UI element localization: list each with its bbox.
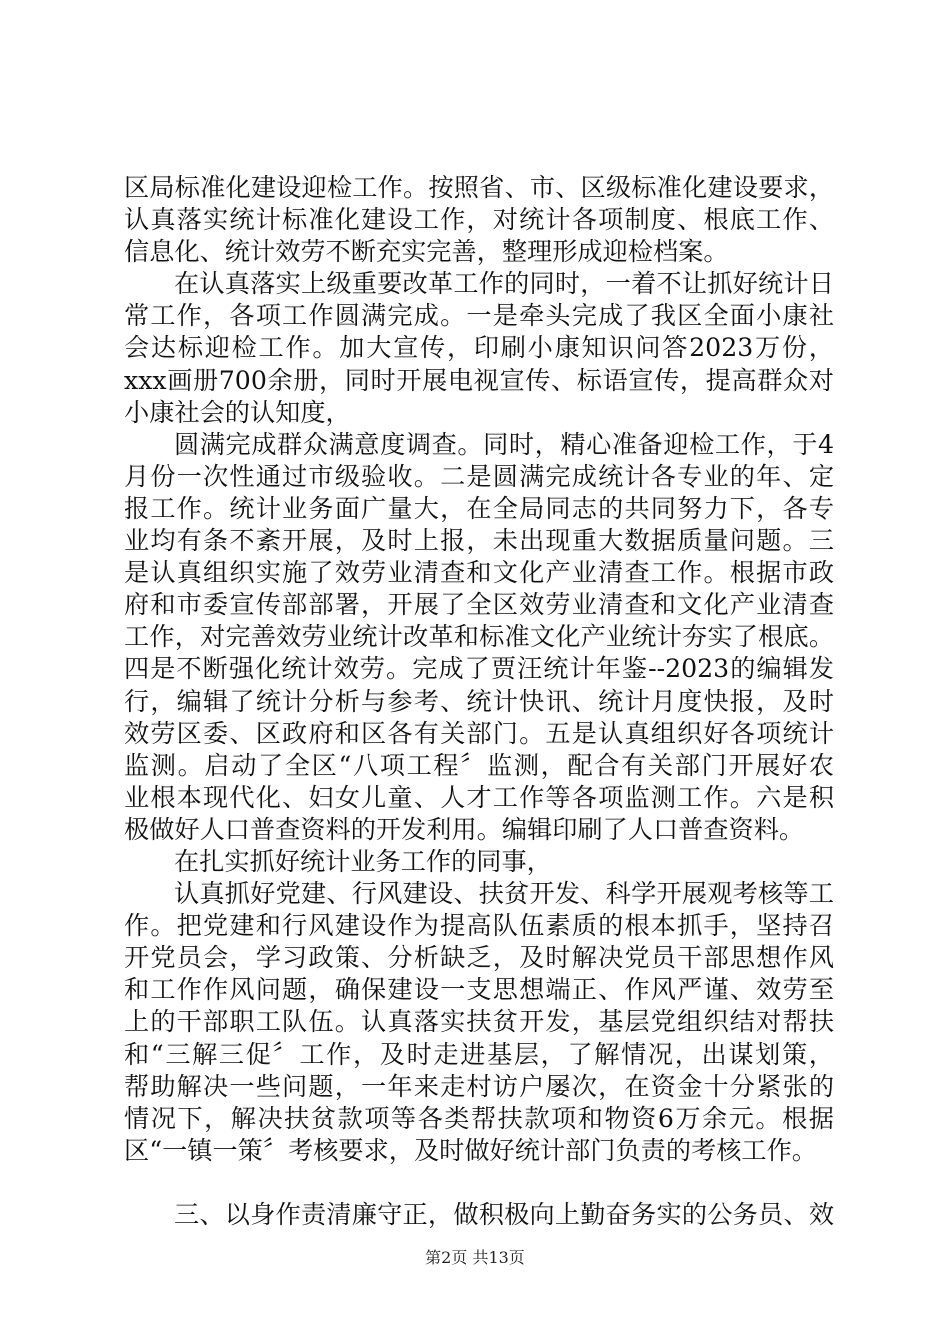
text-line: 认真落实统计标准化建设工作，对统计各项制度、根底工作、 (124, 205, 834, 235)
text-line: 业根本现代化、妇女儿童、人才工作等各项监测工作。六是积 (124, 782, 834, 812)
page-number-footer: 第2页 共13页 (425, 1248, 525, 1267)
text-line: 月份一次性通过市级验收。二是圆满完成统计各专业的年、定 (124, 461, 834, 491)
text-line: 四是不断强化统计效劳。完成了贾汪统计年鉴--2023的编辑发 (124, 654, 834, 684)
text-line: 监测。启动了全区“八项工程〞监测，配合有关部门开展好农 (124, 750, 834, 780)
document-body (124, 172, 834, 1231)
section-heading-line: 三、以身作责清廉守正，做积极向上勤奋务实的公务员、效 (174, 1199, 834, 1229)
text-line: xxx画册700余册，同时开展电视宣传、标语宣传，提高群众对 (124, 365, 834, 395)
text-line: 常工作，各项工作圆满完成。一是牵头完成了我区全面小康社 (124, 301, 834, 331)
text-line: 业均有条不紊开展，及时上报，未出现重大数据质量问题。三 (124, 526, 834, 556)
text-line: 区局标准化建设迎检工作。按照省、市、区级标准化建设要求， (124, 173, 834, 202)
text-line: 圆满完成群众满意度调查。同时，精心准备迎检工作，于4 (174, 429, 834, 459)
text-line: 开党员会，学习政策、分析缺乏，及时解决党员干部思想作风 (124, 943, 834, 973)
text-line: 和工作作风问题，确保建设一支思想端正、作风严谨、效劳至 (124, 975, 834, 1005)
text-line: 府和市委宣传部部署，开展了全区效劳业清查和文化产业清查 (124, 590, 834, 620)
text-line: 效劳区委、区政府和区各有关部门。五是认真组织好各项统计 (124, 718, 834, 748)
text-line: 小康社会的认知度， (124, 397, 351, 427)
text-line: 会达标迎检工作。加大宣传，印刷小康知识问答2023万份， (124, 333, 834, 363)
text-line: 情况下，解决扶贫款项等各类帮扶款项和物资6万余元。根据 (124, 1103, 834, 1133)
text-line: 极做好人口普查资料的开发利用。编辑印刷了人口普查资料。 (124, 814, 805, 844)
text-line: 认真抓好党建、行风建设、扶贫开发、科学开展观考核等工 (174, 879, 834, 909)
text-line: 是认真组织实施了效劳业清查和文化产业清查工作。根据市政 (124, 558, 834, 588)
text-line: 区“一镇一策〞考核要求，及时做好统计部门负责的考核工作。 (124, 1135, 817, 1165)
paragraph-gap (124, 1167, 834, 1199)
text-line: 和“三解三促〞工作，及时走进基层，了解情况，出谋划策， (124, 1039, 834, 1069)
text-line: 信息化、统计效劳不断充实完善，整理形成迎检档案。 (124, 237, 729, 267)
text-line: 工作，对完善效劳业统计改革和标准文化产业统计夯实了根底。 (124, 622, 834, 652)
text-line: 作。把党建和行风建设作为提高队伍素质的根本抓手，坚持召 (124, 911, 834, 941)
text-line: 上的干部职工队伍。认真落实扶贫开发，基层党组织结对帮扶 (124, 1007, 834, 1037)
text-line: 在扎实抓好统计业务工作的同事， (174, 846, 552, 876)
text-line: 报工作。统计业务面广量大，在全局同志的共同努力下，各专 (124, 493, 834, 523)
text-line: 行，编辑了统计分析与参考、统计快讯、统计月度快报，及时 (124, 686, 834, 716)
text-line: 在认真落实上级重要改革工作的同时，一着不让抓好统计日 (174, 269, 834, 299)
text-line: 帮助解决一些问题，一年来走村访户屡次，在资金十分紧张的 (124, 1071, 834, 1101)
